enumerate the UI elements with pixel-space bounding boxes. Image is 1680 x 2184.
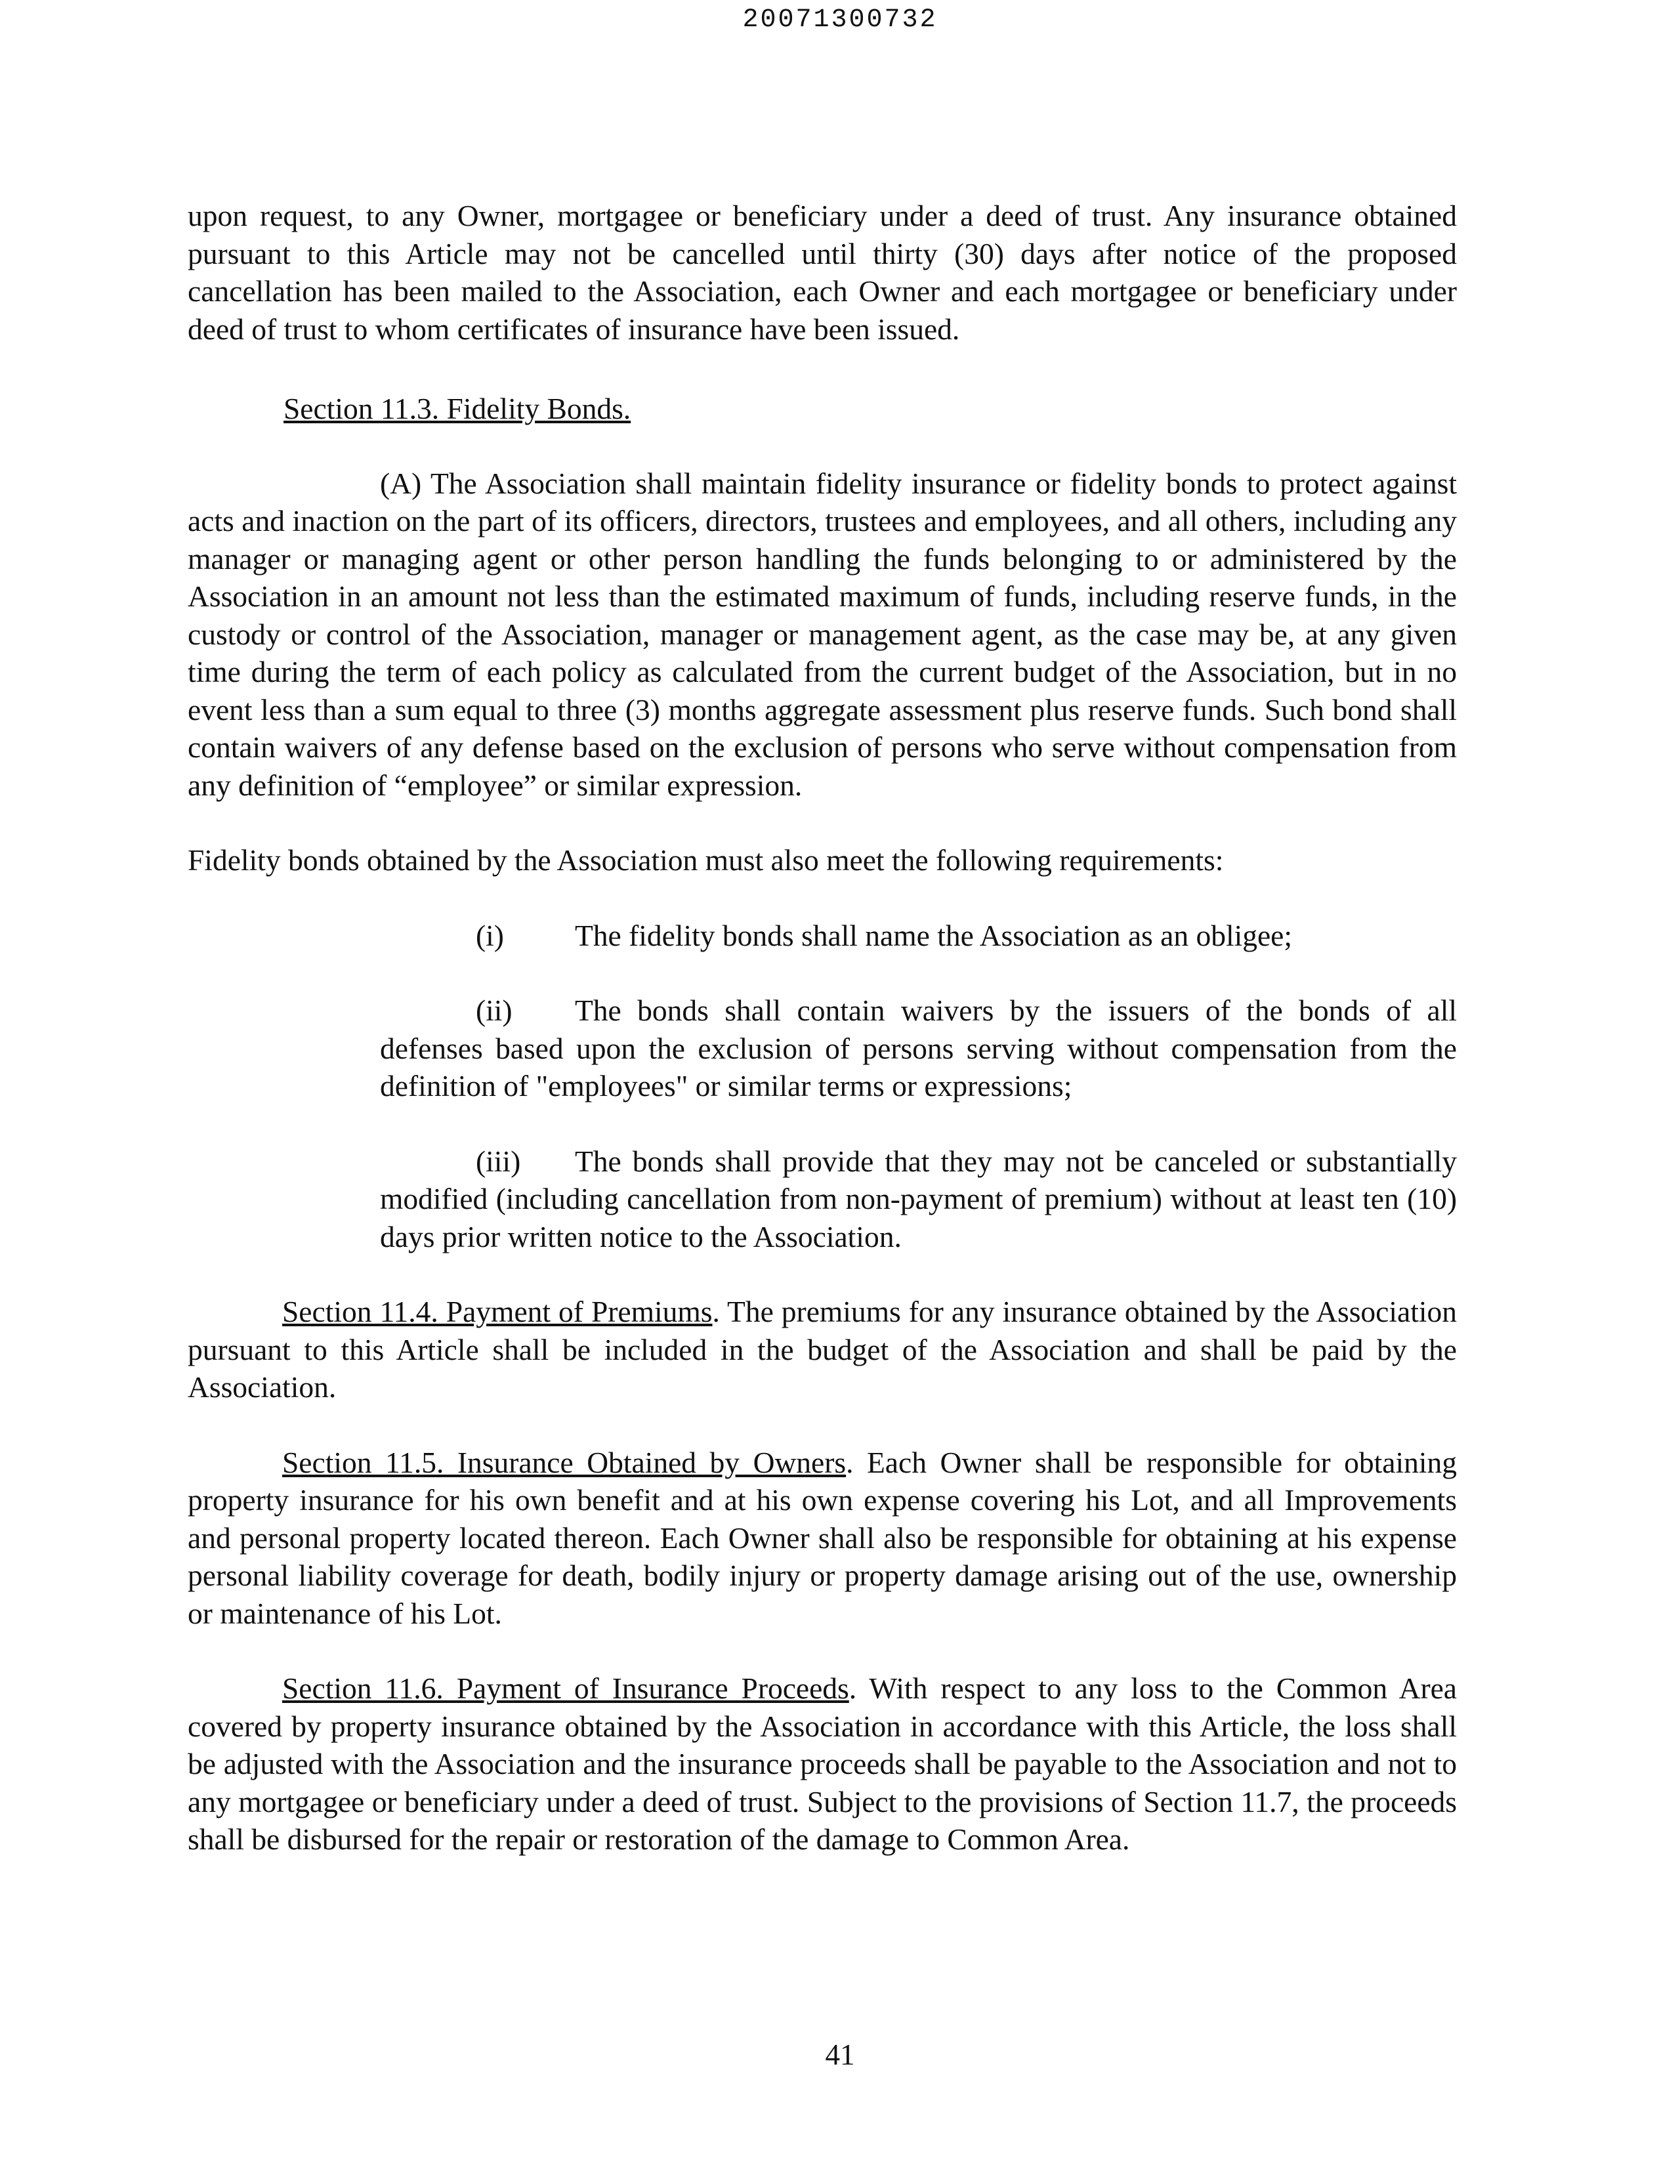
document-number: 20071300732 bbox=[742, 5, 938, 35]
list-item bbox=[380, 992, 1457, 1105]
list-item-text: The fidelity bonds shall name the Association as an obligee; bbox=[575, 918, 1293, 952]
section-11-6-text: . With respect to any loss to the Common Area covered by property insurance obtained by the Association in accordance with this Article, the loss shall be adjusted with the Association and the insurance proceeds shall be payable to the Association and not to any mortgagee or beneficiary under a deed of trust. Subject to the provisions of Section 11.7, the proceeds shall be disbursed for the repair or restoration of the damage to Common Area. bbox=[188, 1671, 1457, 1856]
section-11-3-paragraph-a: (A) The Association shall maintain fidelity insurance or fidelity bonds to protect against acts and inaction on the part of its officers, directors, trustees and employees, and all others, including any manager or managing agent or other person handling the funds belonging to or administered by the Association in an amount not less than the estimated maximum of funds, including reserve funds, in the custody or control of the Association, manager or management agent, as the case may be, at any given time during the term of each policy as calculated from the current budget of the Association, but in no event less than a sum equal to three (3) months aggregate assessment plus reserve funds. Such bond shall contain waivers of any defense based on the exclusion of persons who serve without compensation from any definition of “employee” or similar expression. bbox=[188, 466, 1457, 802]
intro-paragraph: upon request, to any Owner, mortgagee or beneficiary under a deed of trust. Any insurance obtained pursuant to this Article may not be cancelled until thirty (30) days after notice of the proposed cancellation has been mailed to the Association, each Owner and each mortgagee or beneficiary under deed of trust to whom certificates of insurance have been issued. bbox=[188, 199, 1457, 346]
list-item bbox=[380, 917, 1457, 955]
section-11-3-heading-text: Section 11.3. Fidelity Bonds. bbox=[284, 392, 631, 425]
section-11-6-paragraph bbox=[188, 1670, 1457, 1858]
list-item-marker: (iii) bbox=[476, 1144, 521, 1178]
section-11-6-heading: Section 11.6. Payment of Insurance Proceeds bbox=[282, 1671, 849, 1705]
section-11-4-text: . The premiums for any insurance obtained by the Association pursuant to this Article shall be included in the budget of the Association and shall be paid by the Association. bbox=[188, 1295, 1457, 1404]
section-11-4-paragraph bbox=[188, 1293, 1457, 1406]
page-body bbox=[188, 197, 1457, 1896]
list-item bbox=[380, 1143, 1457, 1256]
requirements-intro: Fidelity bonds obtained by the Association must also meet the following requirements: bbox=[188, 843, 1224, 877]
list-item-marker: (ii) bbox=[476, 994, 513, 1027]
section-11-5-text: . Each Owner shall be responsible for obtaining property insurance for his own benefit and at his own expense covering his Lot, and all Improvements and personal property located thereon. Each Owner shall also be responsible for obtaining at his expense personal liability coverage for death, bodily injury or property damage arising out of the use, ownership or maintenance of his Lot. bbox=[188, 1445, 1458, 1630]
page-number: 41 bbox=[825, 2038, 855, 2071]
list-item-text: The bonds shall provide that they may not be canceled or substantially modified (including cancellation from non-payment of premium) without at least ten (10) days prior written notice to the Association. bbox=[380, 1144, 1457, 1253]
section-11-4-heading: Section 11.4. Payment of Premiums bbox=[282, 1295, 713, 1328]
section-11-3-heading bbox=[284, 390, 1457, 428]
list-item-marker: (i) bbox=[476, 918, 504, 952]
list-item-text: The bonds shall contain waivers by the issuers of the bonds of all defenses based upon the exclusion of persons serving without compensation from the definition of "employees" or similar terms or expressions; bbox=[380, 994, 1457, 1102]
section-11-5-heading: Section 11.5. Insurance Obtained by Owners bbox=[282, 1445, 847, 1479]
section-11-5-paragraph bbox=[188, 1444, 1457, 1633]
